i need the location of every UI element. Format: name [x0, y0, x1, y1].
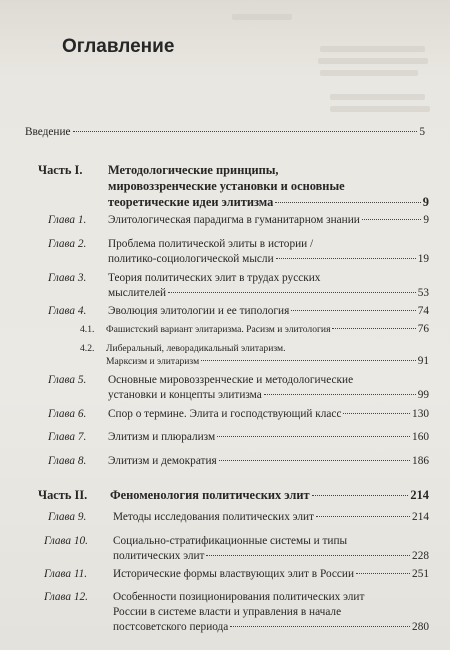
toc-entry-chapter-8 [48, 454, 429, 469]
page-title: Оглавление [62, 36, 175, 57]
entry-title: Проблема политической элиты в истории / [108, 238, 314, 250]
toc-entry-chapter-6 [48, 407, 429, 422]
entry-title: мировоззренческие установки и основные [108, 179, 345, 193]
dot-leader [206, 555, 410, 556]
page-number: 214 [412, 511, 429, 523]
entry-title: Введение [25, 126, 71, 138]
toc-entry-part-1 [38, 162, 429, 210]
page-number: 9 [422, 195, 429, 209]
page-number: 91 [417, 355, 429, 367]
toc-entry-part-2 [38, 487, 429, 503]
chapter-number: Глава 6. [48, 408, 87, 420]
dot-leader [362, 219, 422, 220]
page-number: 76 [417, 323, 429, 335]
page-number: 99 [417, 389, 429, 401]
page-number: 9 [423, 214, 429, 226]
toc-entry-chapter-5 [48, 373, 429, 403]
chapter-number: Глава 5. [48, 374, 87, 386]
chapter-number: Глава 12. [44, 591, 88, 603]
section-number: 4.2. [80, 343, 95, 354]
page-number: 74 [417, 305, 429, 317]
toc-entry-chapter-4 [48, 304, 429, 319]
page-number: 280 [412, 621, 429, 633]
page-number: 19 [417, 253, 429, 265]
entry-title: постсоветского периода [113, 621, 229, 633]
dot-leader [276, 258, 416, 259]
entry-title: Фашистский вариант элитаризма. Расизм и элитология [106, 324, 331, 335]
part-number: Часть II. [38, 488, 88, 502]
dot-leader [168, 292, 416, 293]
chapter-number: Глава 10. [44, 535, 88, 547]
entry-title: Методологические принципы, [108, 163, 279, 177]
entry-title: Элитологическая парадигма в гуманитарном знании [108, 214, 360, 226]
section-number: 4.1. [80, 324, 95, 335]
entry-title: политико-социологической мысли [108, 253, 274, 265]
toc-entry-section-4-1 [80, 323, 429, 336]
entry-title: теоретические идеи элитизма [108, 195, 274, 209]
entry-title: Элитизм и плюрализм [108, 431, 216, 443]
dot-leader [332, 328, 415, 329]
entry-title: Феноменология политических элит [110, 488, 310, 502]
dot-leader [312, 495, 409, 496]
entry-title: политических элит [113, 550, 205, 562]
part-number: Часть I. [38, 163, 83, 177]
dot-leader [264, 394, 416, 395]
page-number: 251 [412, 568, 429, 580]
entry-title: России в системе власти и управления в начале [113, 606, 342, 618]
entry-title: Эволюция элитологии и ее типология [108, 305, 290, 317]
toc-entry-chapter-10 [44, 534, 429, 564]
entry-title: Либеральный, леворадикальный элитаризм. [106, 343, 286, 354]
chapter-number: Глава 11. [44, 568, 88, 580]
page-number: 214 [410, 488, 429, 502]
toc-entry-chapter-3 [48, 271, 429, 301]
chapter-number: Глава 7. [48, 431, 87, 443]
dot-leader [219, 460, 410, 461]
dot-leader [343, 413, 410, 414]
dot-leader [356, 573, 410, 574]
toc-entry-chapter-12 [44, 590, 429, 635]
toc-entry-chapter-7 [48, 430, 429, 445]
page-number: 53 [417, 287, 429, 299]
chapter-number: Глава 9. [48, 511, 87, 523]
toc-entry-chapter-2 [48, 237, 429, 267]
toc-entry-chapter-9 [48, 510, 429, 525]
chapter-number: Глава 8. [48, 455, 87, 467]
entry-title: мыслителей [108, 287, 167, 299]
dot-leader [275, 202, 420, 203]
page-number: 5 [419, 126, 425, 138]
toc-entry-chapter-1 [48, 213, 429, 228]
toc-entry-intro [25, 125, 425, 140]
entry-title: Особенности позиционирования политических элит [113, 591, 365, 603]
entry-title: Элитизм и демократия [108, 455, 217, 467]
page-number: 228 [412, 550, 429, 562]
page-number: 160 [412, 431, 429, 443]
dot-leader [316, 516, 410, 517]
page-number: 130 [412, 408, 429, 420]
entry-title: установки и концепты элитизма [108, 389, 262, 401]
entry-title: Социально-стратификационные системы и типы [113, 535, 348, 547]
toc-entry-chapter-11 [44, 567, 429, 582]
entry-title: Спор о термине. Элита и господствующий класс [108, 408, 342, 420]
entry-title: Теория политических элит в трудах русских [108, 272, 321, 284]
dot-leader [230, 626, 410, 627]
entry-title: Исторические формы властвующих элит в России [113, 568, 355, 580]
dot-leader [291, 310, 415, 311]
chapter-number: Глава 3. [48, 272, 87, 284]
chapter-number: Глава 4. [48, 305, 87, 317]
dot-leader [217, 436, 410, 437]
toc-entry-section-4-2 [80, 342, 429, 368]
entry-title: Марксизм и элитаризм [106, 356, 200, 367]
chapter-number: Глава 2. [48, 238, 87, 250]
chapter-number: Глава 1. [48, 214, 87, 226]
entry-title: Методы исследования политических элит [113, 511, 314, 523]
dot-leader [73, 131, 418, 132]
page-number: 186 [412, 455, 429, 467]
entry-title: Основные мировоззренческие и методологические [108, 374, 354, 386]
dot-leader [201, 360, 416, 361]
